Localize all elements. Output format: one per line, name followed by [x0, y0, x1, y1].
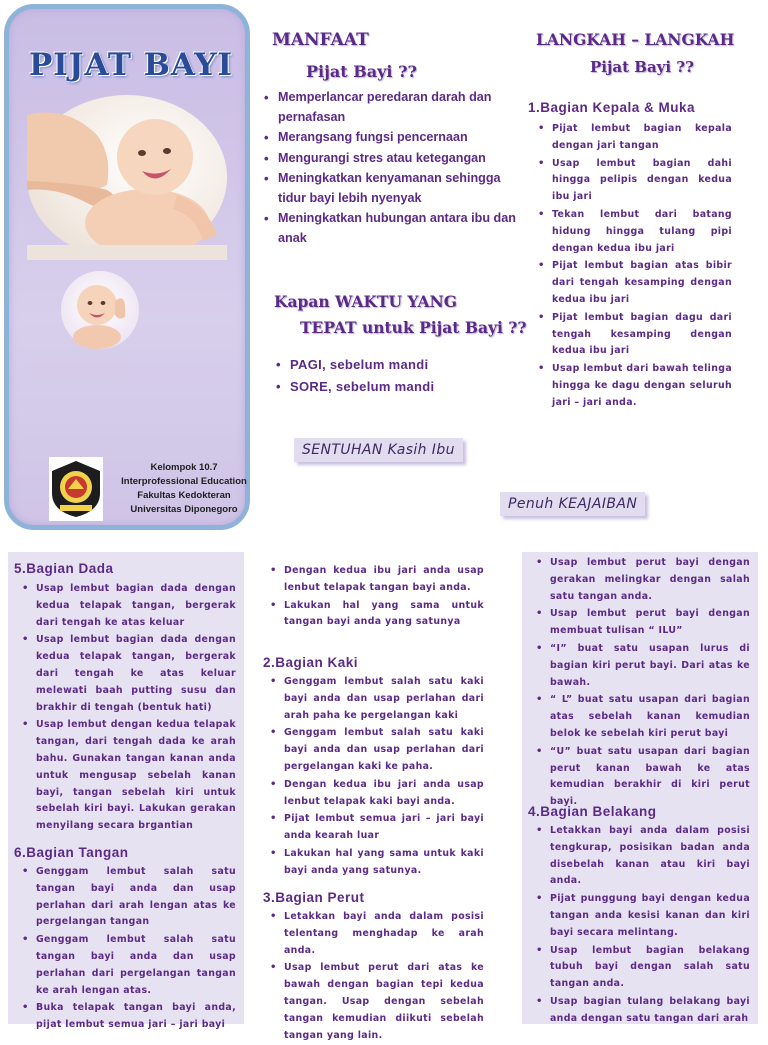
list-item: • Genggam lembut salah satu tangan bayi anda dan usap perlahan dari arah lengan atas ke pergelangan tangan	[16, 864, 236, 931]
list-item: • Usap lembut dengan kedua telapak tangan, dari tengah dada ke arah bahu. Gunakan tangan kanan anda untuk mengusap sebelah kanan bayi, tangan sebelah kiri untuk sebelah kiri bayi. Lakukan gerakan menyilang secara brgantian	[16, 717, 236, 835]
list-item: • Pijat lembut bagian kepala dengan jari tangan	[532, 121, 732, 155]
list-item: • Genggam lembut salah satu kaki bayi anda dan usap perlahan dari arah paha ke pergelangan kaki	[264, 674, 484, 724]
list-item: • Usap lembut perut dari atas ke bawah dengan bagian tepi kedua tangan. Usap dengan sebelah tangan kemudian diikuti sebelah tangan yang lain.	[264, 960, 484, 1044]
waktu-list	[274, 354, 434, 398]
list-item: • Usap lembut bagian dahi hingga pelipis dengan kedua ibu jari	[532, 156, 732, 206]
tagline-keajaiban: Penuh KEAJAIBAN	[500, 492, 645, 516]
waktu-subtitle: TEPAT untuk Pijat Bayi ??	[300, 318, 527, 337]
perut-steps	[264, 909, 484, 1045]
list-item: • Pijat lembut semua jari – jari bayi anda kearah luar	[264, 811, 484, 845]
list-item: • Memperlancar peredaran darah dan pernafasan	[262, 88, 518, 127]
list-item: • PAGI, sebelum mandi	[274, 354, 434, 376]
credit-line: Fakultas Kedokteran	[137, 490, 231, 501]
group-credits	[119, 461, 249, 517]
list-item: • Lakukan hal yang sama untuk kaki bayi anda yang satunya.	[264, 846, 484, 880]
langkah-subtitle: Pijat Bayi ??	[590, 58, 694, 76]
baby-massage-photo	[27, 95, 227, 260]
list-item: • Usap lembut perut bayi dengan gerakan melingkar dengan salah satu tangan anda.	[530, 555, 750, 605]
list-item: • Dengan kedua ibu jari anda usap lenbut telapak tangan bayi anda.	[264, 563, 484, 597]
cover-title: PIJAT BAYI	[29, 47, 234, 83]
list-item: • Letakkan bayi anda dalam posisi tengkurap, posisikan badan anda disebelah kanan atau kiri bayi anda.	[530, 823, 750, 890]
list-item: • Genggam lembut salah satu tangan bayi anda dan usap perlahan dari pergelangan tangan ke arah lengan atas.	[16, 932, 236, 999]
list-item: • Dengan kedua ibu jari anda usap lenbut telapak kaki bayi anda.	[264, 777, 484, 811]
list-item: • Letakkan bayi anda dalam posisi telentang menghadap ke arah anda.	[264, 909, 484, 959]
waktu-title: Kapan WAKTU YANG	[274, 292, 457, 311]
list-item: • Pijat lembut bagian dagu dari tengah kesamping dengan kedua ibu jari	[532, 310, 732, 360]
kepala-steps	[532, 121, 732, 413]
section-heading-kepala: 1.Bagian Kepala & Muka	[528, 100, 696, 115]
credit-line: Kelompok 10.7	[150, 462, 218, 473]
list-item: • Buka telapak tangan bayi anda, pijat lembut semua jari – jari bayi	[16, 1000, 236, 1034]
list-item: • Lakukan hal yang sama untuk tangan bayi anda yang satunya	[264, 598, 484, 632]
section-heading-dada: 5.Bagian Dada	[14, 561, 114, 576]
section-heading-kaki: 2.Bagian Kaki	[263, 655, 359, 670]
university-seal-icon	[49, 457, 103, 521]
credit-line: Universitas Diponegoro	[130, 504, 238, 515]
list-item: • Pijat lembut bagian atas bibir dari tengah kesamping dengan kedua ibu jari	[532, 258, 732, 308]
list-item: • Usap lembut dari bawah telinga hingga ke dagu dengan seluruh jari – jari anda.	[532, 361, 732, 411]
list-item: • Merangsang fungsi pencernaan	[262, 128, 518, 148]
list-item: • SORE, sebelum mandi	[274, 376, 434, 398]
cover-panel	[4, 4, 250, 530]
section-heading-tangan: 6.Bagian Tangan	[14, 845, 129, 860]
list-item: • Meningkatkan hubungan antara ibu dan anak	[262, 209, 518, 248]
kaki-steps	[264, 674, 484, 881]
tangan-steps	[16, 864, 236, 1035]
tangan-continued-steps	[264, 563, 484, 632]
list-item: • “U” buat satu usapan dari bagian perut kanan bawah ke atas kemudian berakhir di kiri perut bayi.	[530, 744, 750, 811]
langkah-title: LANGKAH – LANGKAH	[536, 30, 735, 49]
list-item: • “I” buat satu usapan lurus di bagian kiri perut bayi. Dari atas ke bawah.	[530, 641, 750, 691]
list-item: • Usap lembut bagian dada dengan kedua telapak tangan, bergerak dari tengah ke atas keluar	[16, 581, 236, 631]
tagline-sentuhan: SENTUHAN Kasih Ibu	[294, 438, 463, 462]
perut-continued-steps	[530, 555, 750, 812]
list-item: • Meningkatkan kenyamanan sehingga tidur bayi lebih nyenyak	[262, 169, 518, 208]
manfaat-subtitle: Pijat Bayi ??	[306, 62, 417, 81]
baby-photo	[61, 271, 139, 349]
list-item: • “ L” buat satu usapan dari bagian atas sebelah kanan kemudian belok ke sebelah kiri perut bayi	[530, 692, 750, 742]
list-item: • Mengurangi stres atau ketegangan	[262, 149, 518, 169]
belakang-steps	[530, 823, 750, 1029]
credit-line: Interprofessional Education	[121, 476, 247, 487]
section-heading-belakang: 4.Bagian Belakang	[528, 804, 657, 819]
manfaat-title: MANFAAT	[272, 30, 369, 50]
list-item: • Usap lembut bagian belakang tubuh bayi dengan salah satu tangan anda.	[530, 943, 750, 993]
list-item: • Usap lembut perut bayi dengan membuat tulisan “ ILU”	[530, 606, 750, 640]
list-item: • Usap lembut bagian dada dengan kedua telapak tangan, bergerak dari tengah ke atas keluar melewati baah putting susu dan brakhir di tengah (bentuk hati)	[16, 632, 236, 716]
list-item: • Usap bagian tulang belakang bayi anda dengan satu tangan dari arah	[530, 994, 750, 1028]
dada-steps	[16, 581, 236, 836]
section-heading-perut: 3.Bagian Perut	[263, 890, 365, 905]
list-item: • Tekan lembut dari batang hidung hingga tulang pipi dengan kedua ibu jari	[532, 207, 732, 257]
manfaat-list	[262, 88, 518, 249]
list-item: • Pijat punggung bayi dengan kedua tangan anda kesisi kanan dan kiri bayi secara melintang.	[530, 891, 750, 941]
list-item: • Genggam lembut salah satu kaki bayi anda dan usap perlahan dari pergelangan kaki ke paha.	[264, 725, 484, 775]
